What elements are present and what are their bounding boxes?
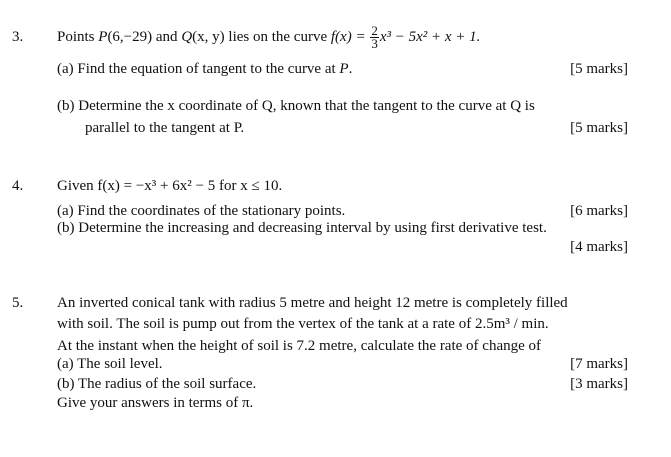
q3a-label: (a) [57,61,74,77]
question-3-number: 3. [12,29,24,45]
q5b-text: The radius of the soil surface. [77,376,257,392]
q3-q-coords: (x, y) [192,29,225,45]
q4-part-b [57,219,547,237]
q3b-marks: [5 marks] [570,120,628,136]
q5a-text: The soil level. [77,356,163,372]
q4-part-a [57,202,345,220]
q5a-marks: [7 marks] [570,356,628,372]
question-4-number: 4. [12,178,24,194]
q5-part-b [57,375,256,393]
q3a-marks: [5 marks] [570,61,628,77]
q3-q-label: Q [181,29,193,45]
q3b-line2: parallel to the tangent at P. [85,120,245,136]
q3-frac-num: 2 [371,23,378,39]
q5-part-a [57,355,163,373]
q4a-text: Find the coordinates of the stationary points. [77,203,346,219]
q3-and: and [155,29,178,45]
q5b-label: (b) [57,376,75,392]
q3-p-coords: (6,−29) [107,29,153,45]
q3-frac-den: 3 [371,36,378,52]
q3b-label: (b) [57,98,75,114]
q3a-end: . [348,61,353,77]
q3-f-rest: x³ − 5x² + x + 1. [379,29,481,45]
q3-f-lhs: f(x) = [330,29,366,45]
question-4-stem: Given f(x) = −x³ + 6x² − 5 for x ≤ 10. [57,178,283,194]
q3-p-label: P [98,29,108,45]
q3-part-b [57,97,535,115]
q5-line3: At the instant when the height of soil is 7.2 metre, calculate the rate of change of [57,338,542,354]
q3-lies: lies on the curve [228,29,328,45]
q5-line2: with soil. The soil is pump out from the vertex of the tank at a rate of 2.5m³ / min. [57,316,549,332]
q4b-marks: [4 marks] [570,239,628,255]
q4b-label: (b) [57,220,75,236]
q3-fraction [370,25,379,50]
question-5-number: 5. [12,295,24,311]
q5b-marks: [3 marks] [570,376,628,392]
q4b-text: Determine the increasing and decreasing interval by using first derivative test. [78,220,547,236]
q3-lead: Points [57,29,95,45]
question-3-stem [57,22,480,52]
q4a-marks: [6 marks] [570,203,628,219]
q3b-line1: Determine the x coordinate of Q, known that the tangent to the curve at Q is [78,98,535,114]
q3a-text: Find the equation of tangent to the curve at [77,61,336,77]
q5-closing: Give your answers in terms of π. [57,395,254,411]
q5a-label: (a) [57,356,74,372]
q3-part-a [57,60,352,78]
q3a-var: P [339,61,349,77]
q5-line1: An inverted conical tank with radius 5 metre and height 12 metre is completely filled [57,295,568,311]
q4a-label: (a) [57,203,74,219]
